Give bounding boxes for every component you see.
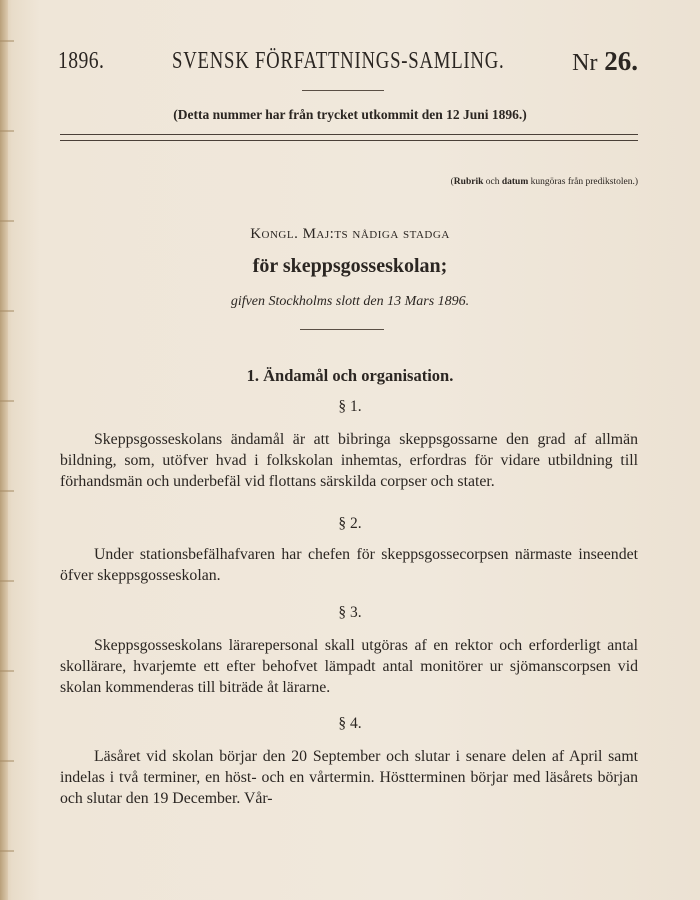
side-note-rubrik: Rubrik [453, 177, 484, 187]
header-series-title: SVENSK FÖRFATTNINGS-SAMLING. [172, 48, 505, 74]
given-date: gifven Stockholms slott den 13 Mars 1896. [230, 294, 470, 309]
paragraph-mark-1: § 1. [338, 398, 362, 415]
header-issue-number [572, 46, 638, 77]
page-header [58, 46, 638, 82]
header-year: 1896. [58, 48, 105, 74]
side-note: (Rubrik och datum kungöras från predikstolen.) [450, 177, 638, 187]
page-stain [0, 0, 14, 900]
side-note-datum: datum [501, 177, 529, 187]
section-heading: 1. Ändamål och organisation. [246, 366, 454, 385]
paragraph-1: Skeppsgosseskolans ändamål är att bibringa skeppsgossarne den grad af allmän bildning, som, utöfver hvad i folkskolan inhemtas, erfordras för vidare utbildning till förhandsmän och underbefäl vid flottans särskilda corpser och stater. [60, 431, 638, 490]
paragraph-2: Under stationsbefälhafvaren har chefen för skeppsgossecorpsen närmaste inseendet öfver skeppsgosseskolan. [60, 546, 638, 584]
document-title: för skeppsgosseskolan; [252, 255, 448, 277]
header-rule [302, 90, 384, 91]
publication-note: (Detta nummer har från trycket utkommit den 12 Juni 1896.) [173, 107, 527, 122]
number-value: 26. [604, 46, 638, 76]
double-divider [60, 134, 638, 141]
paragraph-mark-3: § 3. [338, 604, 362, 621]
title-rule [300, 329, 384, 330]
paragraph-mark-2: § 2. [338, 515, 362, 532]
paragraph-3: Skeppsgosseskolans lärarepersonal skall utgöras af en rektor och erforderligt antal skollärare, hvarjemte ett efter behofvet lämpadt antal monitörer ur sjömanscorpsen vid skolan kommenderas till biträde åt lärarne. [60, 637, 638, 696]
decree-line: Kongl. Maj:ts nådiga stadga [250, 226, 450, 242]
number-label: Nr [572, 50, 598, 76]
paragraph-mark-4: § 4. [338, 715, 362, 732]
paragraph-4: Läsåret vid skolan börjar den 20 September och slutar i senare delen af April samt indelas i två terminer, en höst- och en vårtermin. Höstterminen börjar med läsårets början och slutar den 19 December. Vår- [60, 748, 638, 807]
